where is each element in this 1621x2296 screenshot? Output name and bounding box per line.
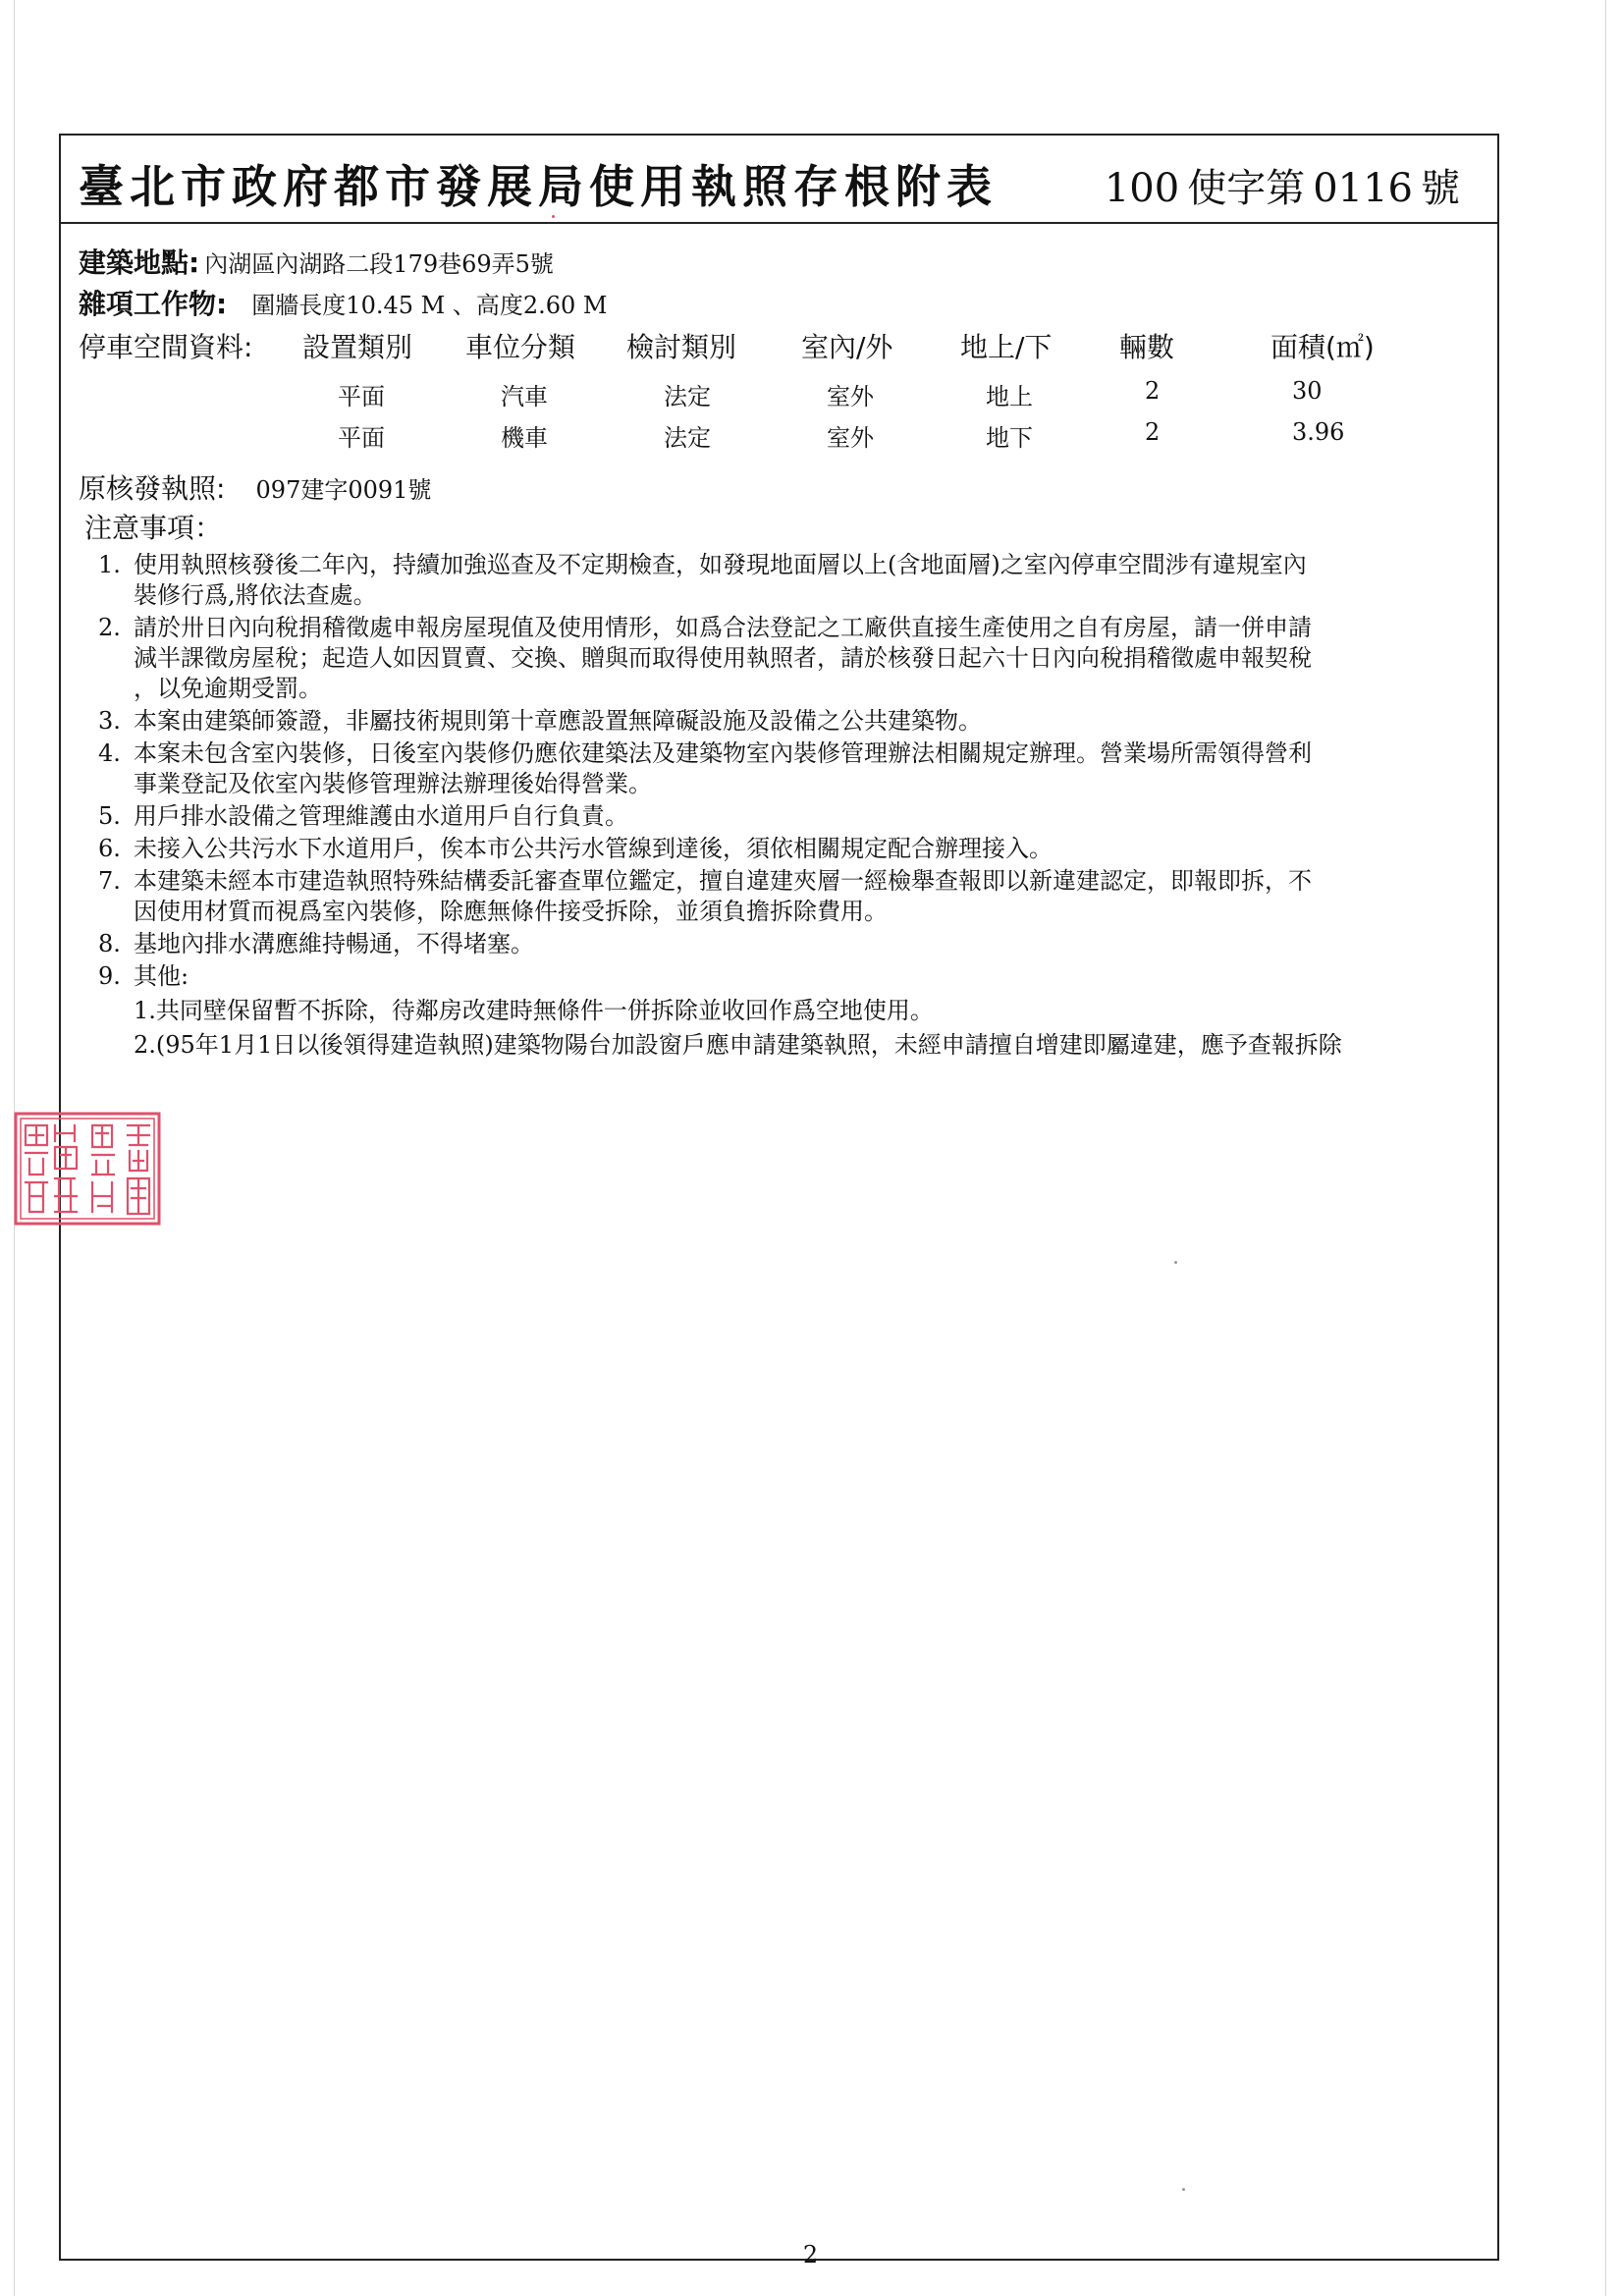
note-number: 3. — [98, 707, 121, 735]
site-value: 內湖區內湖路二段179巷69弄5號 — [204, 250, 554, 278]
note-item — [98, 929, 1492, 959]
permit-serial: 0116 — [1313, 166, 1413, 211]
document-frame — [59, 134, 1499, 2261]
original-permit-row — [79, 467, 431, 507]
misc-work-label: 雜項工作物: — [79, 288, 228, 320]
parking-col-review: 檢討類別 — [626, 331, 737, 363]
note-item — [98, 613, 1492, 704]
site-row — [79, 242, 554, 281]
note-item — [98, 706, 1492, 737]
note-sub-item: 2.(95年1月1日以後領得建造執照)建築物陽台加設窗戶應申請建築執照，未經申請擅自增建即屬違建，應予查報拆除 — [134, 1031, 1342, 1059]
site-label: 建築地點: — [79, 246, 200, 279]
parking-cell: 2 — [1145, 418, 1161, 446]
note-text: 本建築未經本市建造執照特殊結構委託審查單位鑑定，擅自違建夾層一經檢舉查報即以新違建認定，即報即拆，不 因使用材質而視爲室內裝修，除應無條件接受拆除，並須負擔拆除費用。 — [134, 867, 1312, 925]
original-permit-label: 原核發執照: — [79, 472, 226, 505]
note-sub-item: 1.共同壁保留暫不拆除，待鄰房改建時無條件一併拆除並收回作爲空地使用。 — [134, 997, 934, 1024]
parking-cell: 2 — [1145, 377, 1161, 405]
parking-cell: 平面 — [338, 424, 385, 452]
seal-glyphs — [26, 1125, 149, 1214]
document-header — [61, 136, 1497, 224]
seal-inner-border — [21, 1119, 154, 1219]
notes-heading: 注意事項： — [84, 512, 223, 544]
parking-cell: 機車 — [501, 424, 548, 452]
notes-list — [98, 550, 1492, 1061]
parking-cell: 地下 — [986, 424, 1033, 452]
scan-speck — [552, 215, 555, 218]
note-item — [98, 550, 1492, 611]
scan-speck — [1174, 1261, 1177, 1264]
note-text: 用戶排水設備之管理維護由水道用戶自行負責。 — [134, 802, 628, 830]
parking-cell: 30 — [1292, 377, 1323, 405]
note-text: 本案由建築師簽證，非屬技術規則第十章應設置無障礙設施及設備之公共建築物。 — [134, 707, 982, 735]
notes-heading-row — [84, 507, 222, 546]
page-number: 2 — [802, 2241, 819, 2269]
parking-label: 停車空間資料: — [79, 331, 253, 363]
note-number: 2. — [98, 614, 121, 641]
note-text: 其他: — [134, 962, 189, 990]
note-item — [98, 834, 1492, 864]
note-text: 本案未包含室內裝修，日後室內裝修仍應依建築法及建築物室內裝修管理辦法相關規定辦理。營業場所需領得營利 事業登記及依室內裝修管理辦法辦理後始得營業。 — [134, 739, 1312, 797]
note-number: 7. — [98, 867, 121, 895]
note-number: 1. — [98, 551, 121, 578]
parking-cell: 汽車 — [501, 383, 548, 410]
note-text: 請於卅日內向稅捐稽徵處申報房屋現值及使用情形，如爲合法登記之工廠供直接生產使用之自有房屋，請一併申請 減半課徵房屋稅；起造人如因買賣、交換、贈與而取得使用執照者，請於核發日起六十日內向稅捐稽徵處申報契稅 ，以免逾期受罰。 — [134, 614, 1312, 702]
official-seal-stamp — [10, 1108, 165, 1230]
note-text: 未接入公共污水下水道用戶，俟本市公共污水管線到達後，須依相關規定配合辦理接入。 — [134, 835, 1053, 862]
scan-speck — [1182, 2188, 1185, 2191]
note-number: 6. — [98, 835, 121, 862]
original-permit-value: 097建字0091號 — [255, 476, 432, 504]
note-item — [98, 738, 1492, 799]
parking-cell: 地上 — [986, 383, 1033, 410]
parking-cell: 法定 — [664, 424, 711, 452]
note-text: 基地內排水溝應維持暢通，不得堵塞。 — [134, 930, 534, 957]
parking-col-indoor: 室內/外 — [801, 331, 893, 363]
note-text: 使用執照核發後二年內，持續加強巡查及不定期檢查，如發現地面層以上(含地面層)之室內停車空間涉有違規室內 裝修行爲,將依法查處。 — [134, 551, 1307, 609]
parking-cell: 平面 — [338, 383, 385, 410]
parking-cell: 室外 — [827, 383, 874, 410]
permit-number — [1101, 157, 1464, 213]
permit-suffix: 號 — [1421, 166, 1460, 211]
parking-cell: 室外 — [827, 424, 874, 452]
note-number: 5. — [98, 802, 121, 830]
parking-cell: 3.96 — [1292, 418, 1345, 446]
document-title: 臺北市政府都市發展局使用執照存根附表 — [79, 160, 998, 213]
note-number: 4. — [98, 739, 121, 767]
parking-col-level: 地上/下 — [960, 331, 1053, 363]
permit-year: 100 — [1104, 166, 1180, 211]
misc-work-row — [79, 283, 607, 322]
misc-work-value: 圍牆長度10.45 M 、高度2.60 M — [251, 292, 608, 319]
parking-col-type: 設置類別 — [302, 331, 413, 363]
note-item — [98, 801, 1492, 832]
parking-col-count: 輛數 — [1119, 331, 1175, 363]
parking-col-area: 面積(㎡) — [1270, 331, 1375, 363]
note-number: 8. — [98, 930, 121, 957]
note-number: 9. — [98, 962, 121, 990]
parking-col-vehicle: 車位分類 — [465, 331, 576, 363]
parking-cell: 法定 — [664, 383, 711, 410]
permit-word: 使字第 — [1187, 166, 1306, 211]
note-item — [98, 866, 1492, 927]
note-item — [98, 961, 1492, 992]
